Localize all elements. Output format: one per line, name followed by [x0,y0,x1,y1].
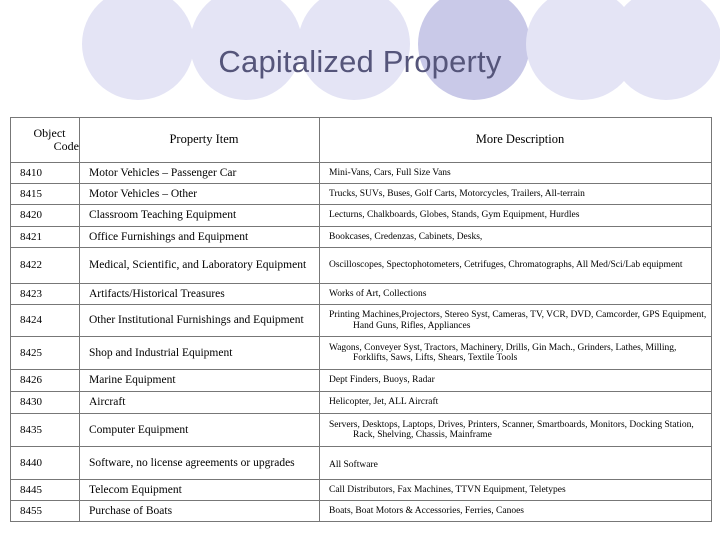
column-header-code-line1: Object [33,125,66,140]
item-description: Oscilloscopes, Spectophotometers, Cetrifuges, Chromatographs, All Med/Sci/Lab equipment [320,248,712,284]
object-code: 8422 [11,248,80,284]
property-item: Purchase of Boats [80,501,320,522]
object-code: 8426 [11,370,80,392]
table-row [11,248,712,284]
item-description: Dept Finders, Buoys, Radar [320,370,712,392]
property-item: Telecom Equipment [80,480,320,501]
table-row [11,184,712,205]
table-row [11,447,712,480]
table-row [11,370,712,392]
table-row [11,501,712,522]
table-row [11,227,712,248]
table-row [11,305,712,337]
item-description-text: Wagons, Conveyer Syst, Tractors, Machinery, Drills, Gin Mach., Grinders, Lathes, Milling, Forklifts, Saws, Lifts, Shears, Textile Tools [329,342,677,363]
property-item: Marine Equipment [80,370,320,392]
item-description: Helicopter, Jet, ALL Aircraft [320,392,712,414]
object-code: 8424 [11,305,80,337]
item-description: Lecturns, Chalkboards, Globes, Stands, Gym Equipment, Hurdles [320,205,712,227]
column-header-code-line2: Code [53,139,79,153]
column-header-code [11,118,80,163]
item-description [320,305,712,337]
table-header-row [11,118,712,163]
property-item: Other Institutional Furnishings and Equipment [80,305,320,337]
property-item: Software, no license agreements or upgrades [80,447,320,480]
property-item: Motor Vehicles – Other [80,184,320,205]
item-description: Bookcases, Credenzas, Cabinets, Desks, [320,227,712,248]
object-code: 8420 [11,205,80,227]
object-code: 8440 [11,447,80,480]
page-title: Capitalized Property [218,44,502,79]
property-item: Classroom Teaching Equipment [80,205,320,227]
object-code: 8423 [11,284,80,305]
object-code: 8455 [11,501,80,522]
property-item: Office Furnishings and Equipment [80,227,320,248]
property-item: Motor Vehicles – Passenger Car [80,163,320,184]
table-row [11,480,712,501]
item-description: Call Distributors, Fax Machines, TTVN Equipment, Teletypes [320,480,712,501]
object-code: 8435 [11,414,80,447]
property-item: Artifacts/Historical Treasures [80,284,320,305]
item-description: Mini-Vans, Cars, Full Size Vans [320,163,712,184]
object-code: 8415 [11,184,80,205]
column-header-desc: More Description [320,118,712,163]
table-row [11,337,712,370]
item-description: All Software [320,447,712,480]
table-row [11,284,712,305]
object-code: 8421 [11,227,80,248]
property-table [10,117,712,522]
item-description-text: Servers, Desktops, Laptops, Drives, Printers, Scanner, Smartboards, Monitors, Docking Station, Rack, Shelving, Chassis, Mainframe [329,419,694,440]
table-row [11,205,712,227]
object-code: 8410 [11,163,80,184]
item-description-text: Printing Machines,Projectors, Stereo Syst, Cameras, TV, VCR, DVD, Camcorder, GPS Equipment, Hand Guns, Rifles, Appliances [329,310,707,331]
property-item: Shop and Industrial Equipment [80,337,320,370]
column-header-item: Property Item [80,118,320,163]
item-description [320,337,712,370]
item-description [320,414,712,447]
object-code: 8425 [11,337,80,370]
item-description: Trucks, SUVs, Buses, Golf Carts, Motorcycles, Trailers, All-terrain [320,184,712,205]
item-description: Boats, Boat Motors & Accessories, Ferries, Canoes [320,501,712,522]
object-code: 8430 [11,392,80,414]
table-row [11,392,712,414]
property-item: Aircraft [80,392,320,414]
property-item [80,248,320,284]
object-code: 8445 [11,480,80,501]
item-description: Works of Art, Collections [320,284,712,305]
property-item: Computer Equipment [80,414,320,447]
table-row [11,414,712,447]
property-item-text: Medical, Scientific, and Laboratory Equipment [89,259,307,272]
table-row [11,163,712,184]
